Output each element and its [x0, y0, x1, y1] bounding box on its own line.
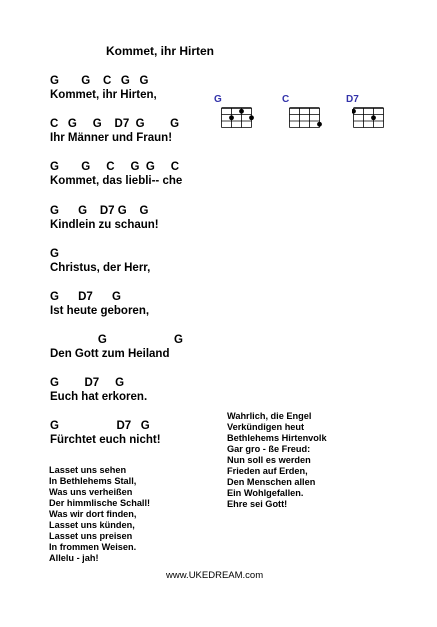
verse-line: Ein Wohlgefallen.	[227, 488, 304, 498]
lyric-line: Kommet, ihr Hirten,	[50, 89, 157, 101]
lyric-line: Den Gott zum Heiland	[50, 348, 170, 360]
finger-dot	[249, 115, 254, 120]
chord-line: G D7 G	[50, 377, 125, 389]
chord-line: G G D7 G G	[50, 205, 149, 217]
lyric-line: Euch hat erkoren.	[50, 391, 148, 403]
verse-line: Verkündigen heut	[227, 422, 305, 432]
verse-line: Nun soll es werden	[227, 455, 311, 465]
verse-line: Was uns verheißen	[49, 487, 133, 497]
verse-line: Der himmlische Schall!	[49, 498, 151, 508]
chord-line: G G C G G	[50, 75, 149, 87]
verse-right	[227, 411, 327, 510]
chord-line: G G C G G C	[50, 161, 180, 173]
finger-dot	[371, 115, 376, 120]
footer-url: www.UKEDREAM.com	[166, 570, 264, 581]
chord-diagram-name: G	[214, 94, 222, 105]
chord-line: C G G D7 G G	[50, 118, 180, 130]
lyric-line: Fürchtet euch nicht!	[50, 434, 161, 446]
verse-line: Lasset uns künden,	[49, 520, 135, 530]
finger-dot	[239, 109, 244, 114]
fretboard-grid	[288, 106, 322, 130]
verse-line: Lasset uns sehen	[49, 465, 127, 475]
chord-diagram-name: D7	[346, 94, 359, 105]
finger-dot	[229, 115, 234, 120]
lyric-line: Ihr Männer und Fraun!	[50, 132, 173, 144]
finger-dot	[317, 122, 322, 127]
chord-line: G G	[50, 334, 183, 346]
verse-line: Bethlehems Hirtenvolk	[227, 433, 327, 443]
verse-line: Lasset uns preisen	[49, 531, 133, 541]
chord-diagram-name: C	[282, 94, 290, 105]
verse-line: Den Menschen allen	[227, 477, 316, 487]
verse-line: Allelu - jah!	[49, 553, 99, 563]
verse-line: Frieden auf Erden,	[227, 466, 308, 476]
verse-line: Ehre sei Gott!	[227, 499, 288, 509]
song-title: Kommet, ihr Hirten	[106, 44, 215, 58]
fretboard-grid	[352, 106, 386, 130]
verse-line: In frommen Weisen.	[49, 542, 137, 552]
verse-line: Gar gro - ße Freud:	[227, 444, 311, 454]
lyric-line: Christus, der Herr,	[50, 262, 151, 274]
fretboard-grid	[220, 106, 254, 130]
verse-line: Was wir dort finden,	[49, 509, 137, 519]
verse-line: In Bethlehems Stall,	[49, 476, 137, 486]
verse-line: Wahrlich, die Engel	[227, 411, 312, 421]
chord-line: G D7 G	[50, 420, 150, 432]
lyric-line: Ist heute geboren,	[50, 305, 150, 317]
finger-dot	[352, 109, 356, 114]
chord-line: G D7 G	[50, 291, 121, 303]
verse-left	[49, 465, 150, 564]
chord-line: G	[50, 248, 59, 260]
lyric-line: Kommet, das liebli-- che	[50, 175, 183, 187]
lyric-line: Kindlein zu schaun!	[50, 219, 159, 231]
